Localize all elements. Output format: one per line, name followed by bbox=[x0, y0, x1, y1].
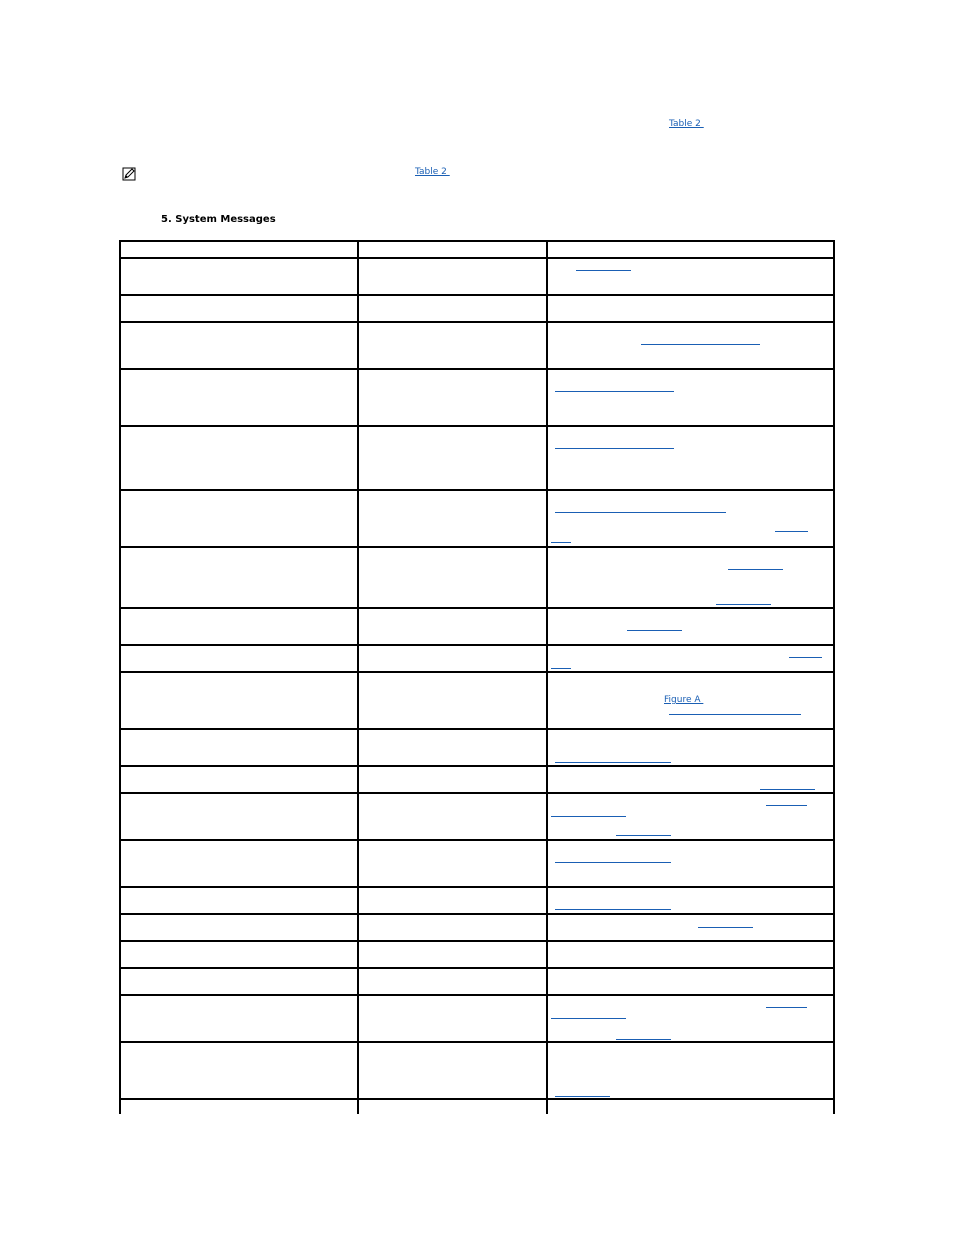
table-row bbox=[119, 967, 835, 969]
cell-link[interactable] bbox=[555, 391, 674, 392]
table-row bbox=[119, 940, 835, 942]
table-row bbox=[119, 321, 835, 323]
cell-link[interactable] bbox=[616, 835, 671, 836]
cell-link[interactable] bbox=[641, 344, 760, 345]
table-border-left bbox=[119, 240, 121, 1114]
cell-link[interactable] bbox=[555, 762, 671, 763]
table-row bbox=[119, 886, 835, 888]
table-row bbox=[119, 1041, 835, 1043]
header-top-border bbox=[119, 240, 835, 242]
table-row bbox=[119, 368, 835, 370]
table-row bbox=[119, 257, 835, 259]
table-row bbox=[119, 728, 835, 730]
cell-link[interactable] bbox=[555, 1096, 610, 1097]
cell-link[interactable] bbox=[716, 604, 771, 605]
cell-link[interactable] bbox=[627, 630, 682, 631]
table-row bbox=[119, 913, 835, 915]
cell-link[interactable] bbox=[551, 1018, 626, 1019]
table-row bbox=[119, 994, 835, 996]
cell-link[interactable] bbox=[555, 448, 674, 449]
table-row bbox=[119, 425, 835, 427]
column-divider-1 bbox=[357, 240, 359, 1114]
cell-link[interactable] bbox=[775, 531, 808, 532]
table-2-link-note[interactable]: Table 2 bbox=[415, 167, 450, 177]
table-2-link-intro[interactable]: Table 2 bbox=[669, 119, 704, 129]
table-border-right bbox=[833, 240, 835, 1114]
cell-link[interactable] bbox=[551, 816, 626, 817]
table-row bbox=[119, 792, 835, 794]
table-row bbox=[119, 671, 835, 673]
column-divider-2 bbox=[546, 240, 548, 1114]
table-row bbox=[119, 294, 835, 296]
cell-link[interactable] bbox=[555, 909, 671, 910]
table-row bbox=[119, 1098, 835, 1100]
table-title: 5. System Messages bbox=[161, 214, 276, 225]
cell-link[interactable] bbox=[616, 1039, 671, 1040]
cell-link[interactable] bbox=[789, 657, 822, 658]
cell-link[interactable] bbox=[555, 512, 726, 513]
figure-a-link[interactable]: Figure A bbox=[664, 695, 704, 705]
cell-link[interactable] bbox=[551, 542, 571, 543]
cell-link[interactable] bbox=[766, 1007, 807, 1008]
table-row bbox=[119, 489, 835, 491]
table-row bbox=[119, 546, 835, 548]
note-pencil-icon bbox=[122, 167, 136, 181]
cell-link[interactable] bbox=[728, 569, 783, 570]
system-messages-table bbox=[119, 240, 835, 1114]
table-row bbox=[119, 765, 835, 767]
cell-link[interactable] bbox=[669, 714, 801, 715]
cell-link[interactable] bbox=[551, 668, 571, 669]
table-row bbox=[119, 839, 835, 841]
cell-link[interactable] bbox=[760, 789, 815, 790]
cell-link[interactable] bbox=[698, 927, 753, 928]
table-row bbox=[119, 644, 835, 646]
cell-link[interactable] bbox=[576, 270, 631, 271]
table-row bbox=[119, 607, 835, 609]
cell-link[interactable] bbox=[766, 805, 807, 806]
cell-link[interactable] bbox=[555, 862, 671, 863]
